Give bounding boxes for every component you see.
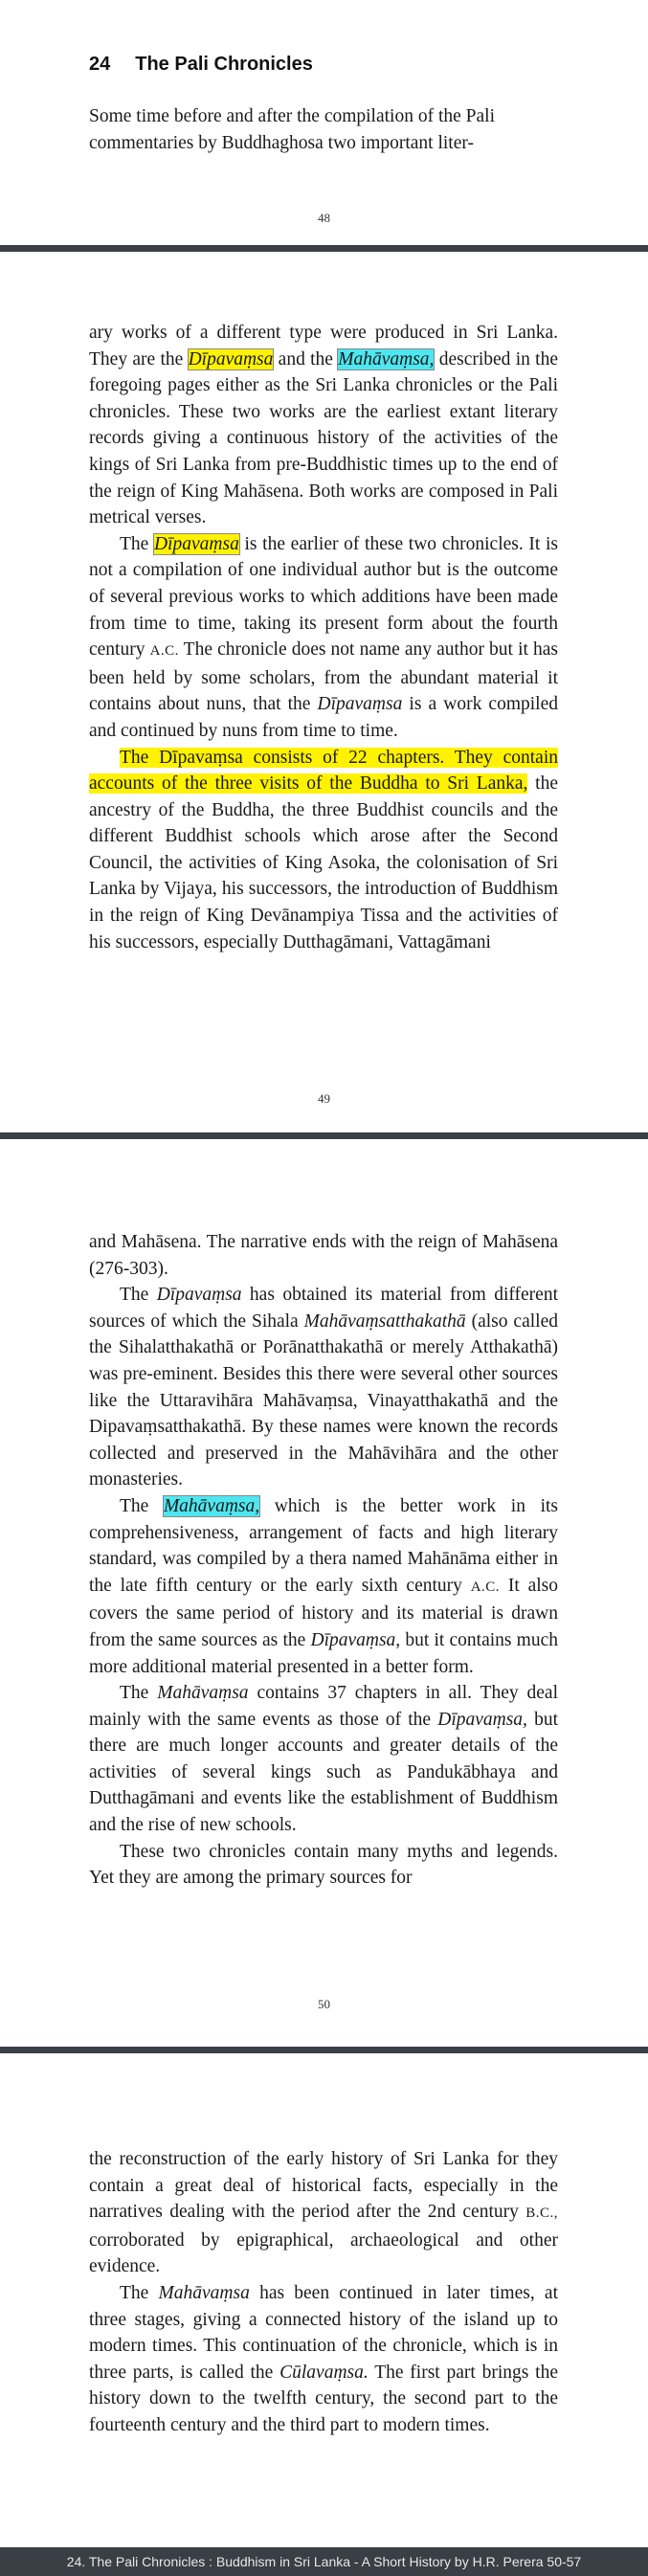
italic-title: Mahāvaṃsa <box>158 2282 250 2303</box>
text-run: The <box>120 533 154 554</box>
highlight-mahavamsa[interactable]: Mahāvaṃsa, <box>338 348 435 370</box>
paragraph <box>89 745 558 956</box>
italic-title: Mahāvaṃsa <box>157 1683 249 1704</box>
text-run: but there are much longer accounts and greater details of the activities of several kings such as Pandukābhaya and Dutthagāmani and events like the establishment of Buddhism and the rise of new schools. <box>89 1709 558 1836</box>
italic-title: Mahāvaṃsatthakathā <box>303 1310 466 1332</box>
text-run: contains 37 chapters in all. They deal mainly with the same events as those of the <box>89 1683 558 1730</box>
paragraph: and Mahāsena. The narrative ends with the reign of Mahāsena (276-303). <box>89 1232 558 1279</box>
page-divider <box>0 245 648 252</box>
highlight-dipavamsa[interactable]: Dīpavaṃsa <box>154 533 239 554</box>
page-48-text <box>89 103 558 156</box>
paragraph <box>89 2280 558 2439</box>
page-49-text <box>89 320 558 955</box>
text-run: (also called the Sihalatthakathā or Porānatthakathā or merely Atthakathā) was pre-eminent. Besides this there were several other sources like the Uttaravihāra Mahāvaṃsa, Vinayatthakathā and the Dipavaṃsatthakathā. By these names were known the records collected and preserved in the Mahāvihāra and the other monasteries. <box>89 1310 558 1490</box>
header-title: The Pali Chronicles <box>135 54 313 75</box>
page-number: 48 <box>318 211 330 225</box>
italic-title: Dīpavaṃsa, <box>437 1709 527 1730</box>
italic-title: Cūlavaṃsa. <box>279 2362 369 2383</box>
text-run: the reconstruction of the early history of Sri Lanka for they contain a great deal of historical facts, especially in the narratives dealing with the period after the 2nd century <box>89 2149 558 2223</box>
text-run: is a work compiled and continued by nuns from time to time. <box>89 694 558 741</box>
paragraph <box>89 1680 558 1839</box>
text-run: the ancestry of the Buddha, the three Buddhist councils and the different Buddhist schools which arose after the Second Council, the activities of King Asoka, the colonisation of Sri Lanka by Vijaya, his successors, the introduction of Buddhism in the reign of King Devānampiya Tissa and the activities of his successors, especially Dutthagāmani, Vattagāmani <box>89 773 558 952</box>
page-divider <box>0 2047 648 2053</box>
paragraph <box>89 320 558 531</box>
text-line: commentaries by Buddhaghosa two important liter- <box>89 132 474 153</box>
highlight-dipavamsa[interactable]: Dīpavaṃsa <box>188 348 274 370</box>
paragraph <box>89 531 558 745</box>
italic-title: Dīpavaṃsa <box>317 694 403 715</box>
text-run: but it contains much more additional material presented in a better form. <box>89 1629 559 1677</box>
paragraph <box>89 1282 558 1493</box>
text-run: has been continued in later times, at three stages, giving a connected history of the island up to modern times. This continuation of the chronicle, which is in three parts, is called the <box>89 2282 558 2383</box>
text-run: is the earlier of these two chronicles. It is not a compilation of one individual author but is the outcome of several previous works to which additions have been made from time to time, taking its present form about the fourth century <box>89 533 558 661</box>
text-run: and the <box>273 348 339 370</box>
page-51-text <box>89 2146 558 2439</box>
page-divider <box>0 1132 648 1139</box>
text-run: corroborated by epigraphical, archaeological and other evidence. <box>89 2229 558 2277</box>
text-line: Some time before and after the compilation of the Pali <box>89 106 495 126</box>
text-run: which is the better work in its comprehensiveness, arrangement of facts and high literary standard, was compiled by a thera named Mahānāma either in the late fifth century or the early sixth century <box>89 1495 558 1596</box>
italic-title: Dīpavaṃsa, <box>310 1629 401 1650</box>
highlight-passage[interactable]: The Dīpavaṃsa consists of 22 chapters. They contain accounts of the three visits of the Buddha to Sri Lanka, <box>89 747 558 795</box>
text-run: The <box>120 1683 158 1704</box>
page-number: 50 <box>318 1997 330 2011</box>
text-run: The <box>120 2282 159 2303</box>
header-page-number: 24 <box>89 54 111 75</box>
era-abbrev: A.C. <box>149 643 179 660</box>
era-abbrev: B.C., <box>525 2206 558 2222</box>
text-run: The first part brings the history down to the twelfth century, the second part to the fourteenth century and the third part to modern times. <box>89 2362 558 2435</box>
paragraph <box>89 1493 558 1680</box>
highlight-mahavamsa[interactable]: Mahāvaṃsa, <box>163 1495 260 1516</box>
running-header <box>89 54 313 76</box>
italic-title: Dīpavaṃsa <box>156 1285 242 1306</box>
text-run: The chronicle does not name any author but it has been held by some scholars, from the abundant material it contains about nuns, that the <box>89 639 558 715</box>
text-run: The <box>120 1285 157 1306</box>
text-run: It also covers the same period of history and its material is drawn from the same sources as the <box>89 1575 558 1650</box>
text-run: ary works of a different type were produced in Sri Lanka. They are the <box>89 323 558 370</box>
footer-bar: 24. The Pali Chronicles : Buddhism in Sri Lanka - A Short History by H.R. Perera 50-57 <box>0 2547 648 2576</box>
paragraph: These two chronicles contain many myths and legends. Yet they are among the primary sources for <box>89 1841 558 1889</box>
paragraph <box>89 2146 558 2280</box>
page-number: 49 <box>318 1091 330 1106</box>
text-run: has obtained its material from different sources of which the Sihala <box>89 1285 558 1332</box>
page-50-text <box>89 1229 558 1892</box>
text-run: The <box>120 1495 164 1516</box>
text-run: described in the foregoing pages either as the Sri Lanka chronicles or the Pali chronicles. These two works are the earliest extant literary records giving a continuous history of the activities of the kings of Sri Lanka from pre-Buddhistic times up to the end of the reign of King Mahāsena. Both works are composed in Pali metrical verses. <box>89 348 558 528</box>
era-abbrev: A.C. <box>470 1579 501 1595</box>
